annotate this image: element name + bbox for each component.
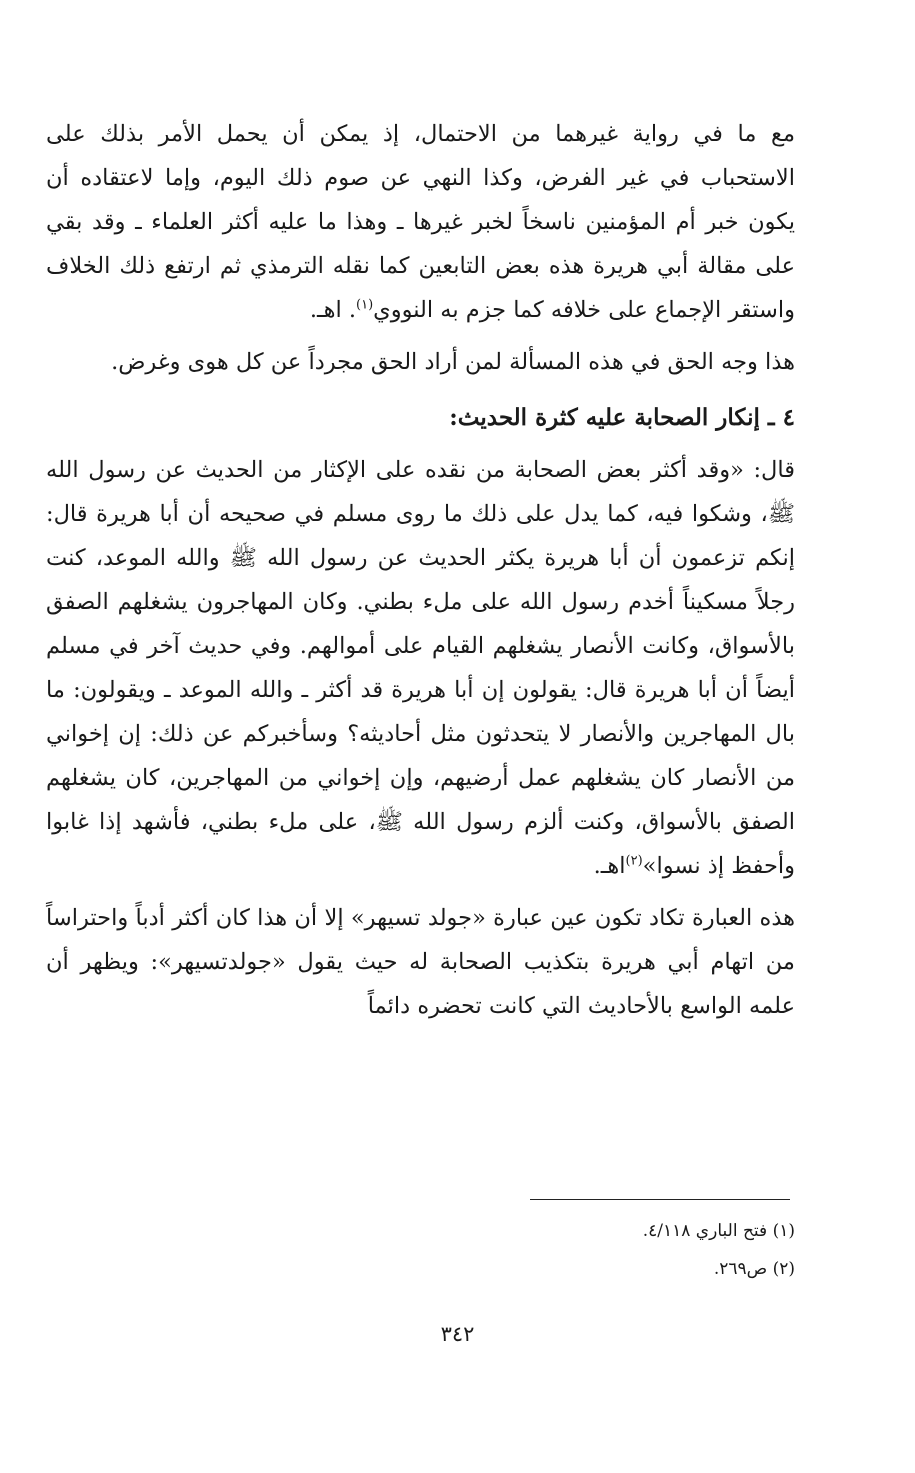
paragraph-3-end: اهـ. [593,853,626,879]
paragraph-3-text: قال: «وقد أكثر بعض الصحابة من نقده على الإكثار من الحديث عن رسول الله ﷺ، وشكوا فيه، كما يدل على ذلك ما روى مسلم في صحيحه أن أبا هريرة قال: إنكم تزعمون أن أبا هريرة يكثر الحديث عن رسول الله ﷺ والله الموعد، كنت رجلاً مسكيناً أخدم رسول الله على ملء بطني. وكان المهاجرون يشغلهم الصفق بالأسواق، وكانت الأنصار يشغلهم القيام على أموالهم. وفي حديث آخر في مسلم أيضاً أن أبا هريرة قال: يقولون إن أبا هريرة قد أكثر ـ والله الموعد ـ ويقولون: ما بال المهاجرين والأنصار لا يتحدثون مثل أحاديثه؟ وسأخبركم عن ذلك: إن إخواني من الأنصار كان يشغلهم عمل أرضيهم، وإن إخواني من المهاجرين، كان يشغلهم الصفق بالأسواق، وكنت ألزم رسول الله ﷺ، على ملء بطني، فأشهد إذا غابوا وأحفظ إذ نسوا» [46,457,795,879]
paragraph-1-end: . اهـ. [309,297,357,323]
paragraph-1 [46,112,795,332]
page-number: ٣٤٢ [440,1322,475,1346]
paragraph-2: هذا وجه الحق في هذه المسألة لمن أراد الحق مجرداً عن كل هوى وغرض. [111,349,795,375]
paragraph-1-text: مع ما في رواية غيرهما من الاحتمال، إذ يمكن أن يحمل الأمر بذلك على الاستحباب في غير الفرض، وكذا النهي عن صوم ذلك اليوم، وإما لاعتقاده أن يكون خبر أم المؤمنين ناسخاً لخبر غيرها ـ وهذا ما عليه أكثر العلماء ـ وقد بقي على مقالة أبي هريرة هذه بعض التابعين كما نقله الترمذي ثم ارتفع ذلك الخلاف واستقر الإجماع على خلافه كما جزم به النووي [46,121,795,323]
footnotes [46,1212,795,1288]
footnote-2: (٢) ص٢٦٩. [713,1259,795,1279]
paragraph-4: هذه العبارة تكاد تكون عين عبارة «جولد تسيهر» إلا أن هذا كان أكثر أدباً واحتراساً من اتهام أبي هريرة بتكذيب الصحابة له حيث يقول «جولدتسيهر»: ويظهر أن علمه الواسع بالأحاديث التي كانت تحضره دائماً [46,905,795,1019]
section-heading: ٤ ـ إنكار الصحابة عليه كثرة الحديث: [449,404,795,431]
footnote-1: (١) فتح الباري ٤/١١٨. [642,1221,795,1241]
footnote-ref-1: (١) [356,297,374,313]
paragraph-3 [46,448,795,888]
footnote-ref-2: (٢) [625,853,643,869]
footnote-divider [530,1199,790,1200]
